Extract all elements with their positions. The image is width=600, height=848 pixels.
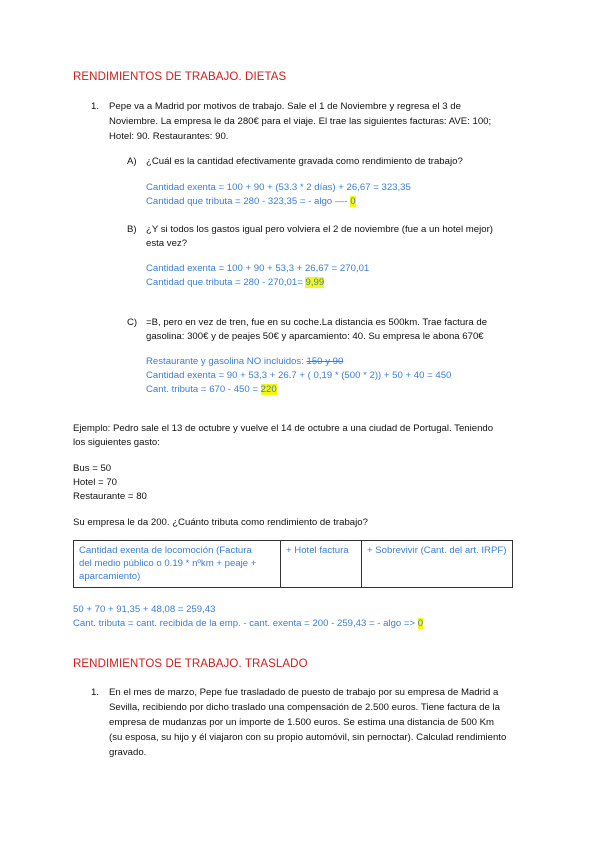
- qc-answer-note-text: Restaurante y gasolina NO incluidos:: [146, 356, 307, 367]
- ejemplo-result-text: Cant. tributa = cant. recibida de la emp. - cant. exenta = 200 - 259,43 = - algo =>: [73, 618, 418, 629]
- traslado-line-4: (su esposa, su hijo y él viajaron con su propio automóvil, sin pernoctar). Calculad rendimiento: [109, 732, 507, 743]
- traslado-line-3: empresa de mudanzas por un importe de 1.500 euros. Se estima una distancia de 500 Km: [109, 717, 495, 728]
- qb-answer-exenta: Cantidad exenta = 100 + 90 + 53,3 + 26,67 = 270,01: [146, 263, 370, 274]
- qc-answer-note: [146, 354, 343, 369]
- ejemplo-bus: Bus = 50: [73, 463, 112, 474]
- ejemplo-result: [73, 616, 423, 631]
- q1-line-1: Pepe va a Madrid por motivos de trabajo. Sale el 1 de Noviembre y regresa el 3 de: [109, 101, 461, 112]
- traslado-line-1: En el mes de marzo, Pepe fue trasladado de puesto de trabajo por su empresa de Madrid a: [109, 687, 499, 698]
- table-cell-sobrevivir-text: + Sobrevivir (Cant. del art. IRPF): [367, 545, 507, 556]
- qb-answer-tributa: [146, 275, 324, 290]
- table-cell-hotel: [281, 541, 362, 588]
- q1-line-3: Hotel: 90. Restaurantes: 90.: [109, 131, 229, 142]
- q1-number: 1.: [91, 101, 100, 112]
- qc-answer-tributa: [146, 382, 277, 397]
- table-cell-locomocion: [74, 541, 281, 588]
- qa-label: A): [127, 156, 137, 167]
- table-cell-locomocion-line-3: aparcamiento): [79, 571, 141, 582]
- qc-label: C): [127, 317, 138, 328]
- qc-answer-exenta: Cantidad exenta = 90 + 53,3 + 26.7 + ( 0,19 * (500 * 2)) + 50 + 40 = 450: [146, 370, 452, 381]
- qc-answer-tributa-text: Cant. tributa = 670 - 450 =: [146, 384, 261, 395]
- section-title-traslado: RENDIMIENTOS DE TRABAJO. TRASLADO: [73, 658, 308, 670]
- qc-question-line-2: gasolina: 300€ y de peajes 50€ y aparcamiento: 40. Su empresa le abona 670€: [146, 331, 484, 342]
- table-cell-sobrevivir: [362, 541, 513, 588]
- traslado-number: 1.: [91, 687, 100, 698]
- qa-answer-tributa: [146, 194, 356, 209]
- ejemplo-table: [73, 540, 513, 588]
- ejemplo-question: Su empresa le da 200. ¿Cuánto tributa como rendimiento de trabajo?: [73, 517, 368, 528]
- ejemplo-highlight-result: 0: [417, 618, 424, 629]
- qb-label: B): [127, 224, 137, 235]
- q1-line-2: Noviembre. La empresa le da 280€ para el viaje. El trae las siguientes facturas: AVE: 100;: [109, 116, 492, 127]
- table-cell-locomocion-line-2: del medio público o 0.19 * nºkm + peaje +: [79, 558, 257, 569]
- qa-answer-exenta: Cantidad exenta = 100 + 90 + (53.3 * 2 días) + 26,67 = 323,35: [146, 182, 411, 193]
- qc-question-line-1: =B, pero en vez de tren, fue en su coche.La distancia es 500km. Trae factura de: [146, 317, 488, 328]
- section-title-dietas: RENDIMIENTOS DE TRABAJO. DIETAS: [73, 71, 287, 83]
- ejemplo-line-2: los siguientes gasto:: [73, 437, 160, 448]
- qa-question: ¿Cuál es la cantidad efectivamente gravada como rendimiento de trabajo?: [146, 156, 463, 167]
- ejemplo-restaurante: Restaurante = 80: [73, 491, 147, 502]
- ejemplo-sum: 50 + 70 + 91,35 + 48,08 = 259,43: [73, 604, 216, 615]
- ejemplo-line-1: Ejemplo: Pedro sale el 13 de octubre y vuelve el 14 de octubre a una ciudad de Portugal. Teniendo: [73, 423, 494, 434]
- qb-question-line-1: ¿Y si todos los gastos igual pero volviera el 2 de noviembre (fue a un hotel mejor): [146, 224, 493, 235]
- qb-highlight-result: 9,99: [305, 277, 325, 288]
- table-cell-locomocion-line-1: Cantidad exenta de locomoción (Factura: [79, 545, 252, 556]
- qb-answer-tributa-text: Cantidad que tributa = 280 - 270,01=: [146, 277, 306, 288]
- qa-highlight-result: 0: [350, 196, 356, 207]
- traslado-line-2: Sevilla, recibiendo por dicho traslado una compensación de 2.500 euros. Tiene factura de la: [109, 702, 500, 713]
- ejemplo-hotel: Hotel = 70: [73, 477, 118, 488]
- table-cell-hotel-text: + Hotel factura: [286, 545, 349, 556]
- qa-answer-tributa-text: Cantidad que tributa = 280 - 323,35 = - algo —-: [146, 196, 351, 207]
- traslado-line-5: gravado.: [109, 747, 147, 758]
- qc-struck-values: 150 y 90: [306, 356, 344, 367]
- qb-question-line-2: esta vez?: [146, 238, 188, 249]
- qc-highlight-result: 220: [260, 384, 277, 395]
- table-row: [74, 541, 513, 588]
